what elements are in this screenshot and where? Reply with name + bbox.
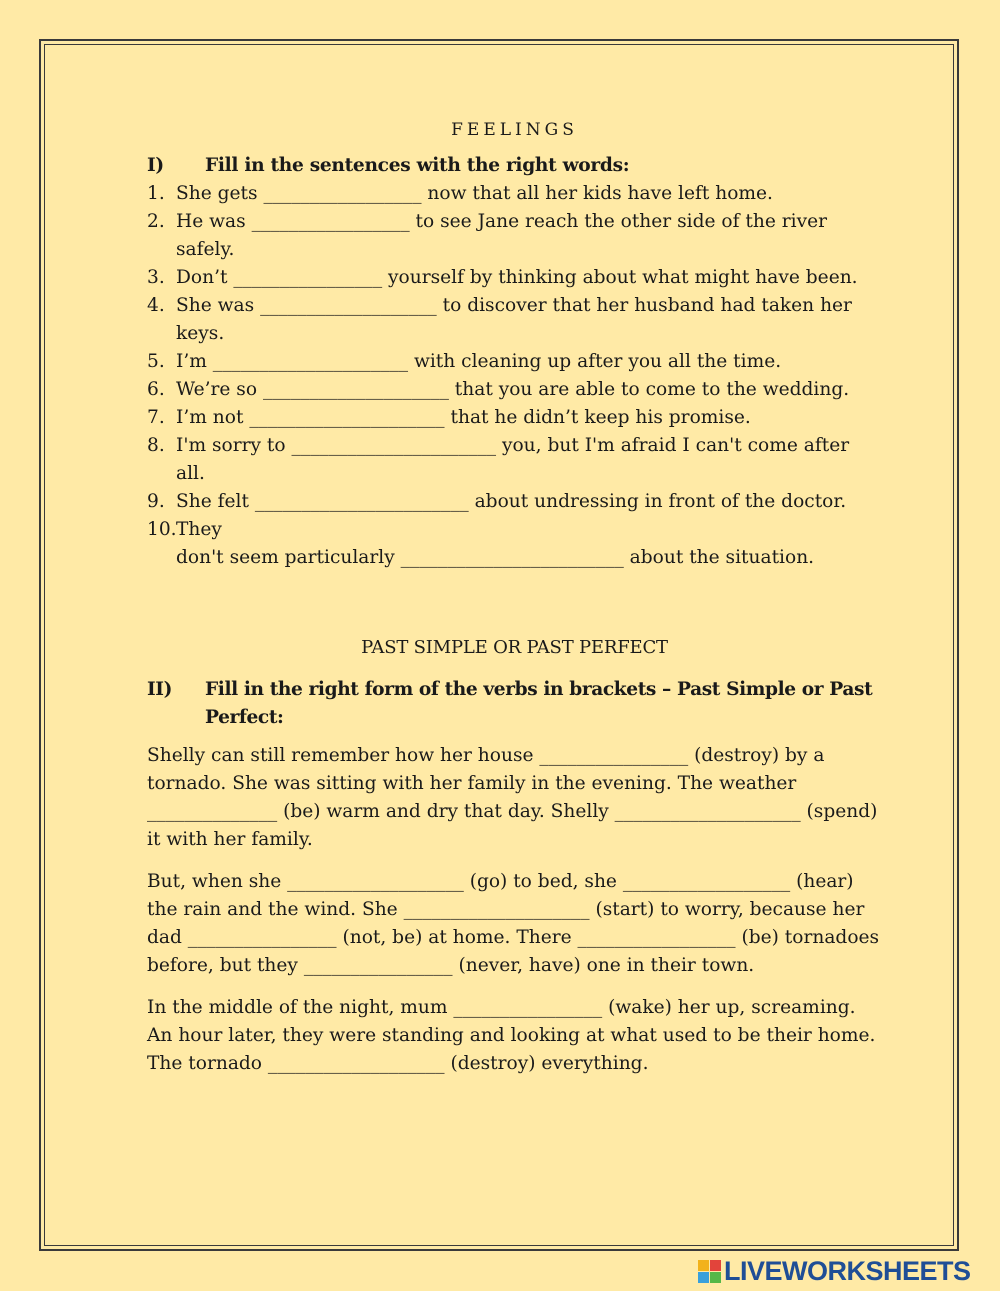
section2-number: II) [147,679,172,700]
item-number-spacer [147,544,176,572]
item-text[interactable]: I'm sorry to ______________________ you, but I'm afraid I can't come after all. [176,435,850,484]
list-item [147,432,882,488]
list-item [147,292,882,348]
list-item [147,488,882,516]
logo-blocks-icon [698,1260,721,1283]
item-text[interactable]: She gets _________________ now that all her kids have left home. [176,183,773,204]
logo-block [698,1272,709,1283]
liveworksheets-logo [698,1256,971,1286]
exercise-paragraph[interactable]: But, when she ___________________ (go) to bed, she __________________ (hear) the rain and the wind. She ____________________ (start) to worry, because her dad ________________ (not, be) at home. There _________________ (be) tornadoes before, but they ________________ (never, have) one in their town. [147,871,880,976]
list-item [147,208,882,264]
item-text[interactable]: He was _________________ to see Jane reach the other side of the river safely. [176,211,827,260]
list-item [147,404,882,432]
section1-number: I) [147,155,164,176]
logo-block [698,1260,709,1271]
item-text[interactable]: We’re so ____________________ that you are able to come to the wedding. [176,379,850,400]
item-number: 7. [147,407,165,428]
logo-text: LIVEWORKSHEETS [724,1256,971,1286]
worksheet-content [147,114,882,1092]
item-text[interactable]: don't seem particularly ________________________ about the situation. [176,547,815,568]
item-number: 5. [147,351,165,372]
item-number: 2. [147,211,165,232]
list-item-continuation [147,544,882,572]
exercise-paragraph[interactable]: Shelly can still remember how her house ________________ (destroy) by a tornado. She was sitting with her family in the evening. The weather ______________ (be) warm and dry that day. Shelly ____________________ (spend) it with her family. [147,745,878,850]
section2-instruction: Fill in the right form of the verbs in brackets – Past Simple or Past Perfect: [205,679,873,728]
exercise-paragraph[interactable]: In the middle of the night, mum ________________ (wake) her up, screaming. An hour later, they were standing and looking at what used to be their home. The tornado ___________________ (destroy) everything. [147,997,876,1074]
list-item [147,348,882,376]
worksheet-title: FEELINGS [451,120,578,140]
item-text[interactable]: Don’t ________________ yourself by thinking about what might have been. [176,267,858,288]
item-text[interactable]: I’m not _____________________ that he didn’t keep his promise. [176,407,751,428]
item-number: 9. [147,491,165,512]
list-item [147,516,882,544]
section2-title: PAST SIMPLE OR PAST PERFECT [361,637,668,658]
item-number: 3. [147,267,165,288]
logo-block [710,1272,721,1283]
section1-heading [147,152,882,180]
item-number: 8. [147,435,165,456]
item-text: They [176,519,222,540]
item-number: 10. [147,519,177,540]
list-item [147,376,882,404]
logo-block [710,1260,721,1271]
section1-list [147,180,882,572]
list-item [147,180,882,208]
section1-instruction: Fill in the sentences with the right words: [205,155,630,176]
list-item [147,264,882,292]
item-text[interactable]: She felt _______________________ about undressing in front of the doctor. [176,491,847,512]
item-number: 6. [147,379,165,400]
item-number: 4. [147,295,165,316]
section2-heading [147,676,882,732]
item-number: 1. [147,183,165,204]
item-text[interactable]: She was ___________________ to discover that her husband had taken her keys. [176,295,852,344]
item-text[interactable]: I’m _____________________ with cleaning up after you all the time. [176,351,782,372]
